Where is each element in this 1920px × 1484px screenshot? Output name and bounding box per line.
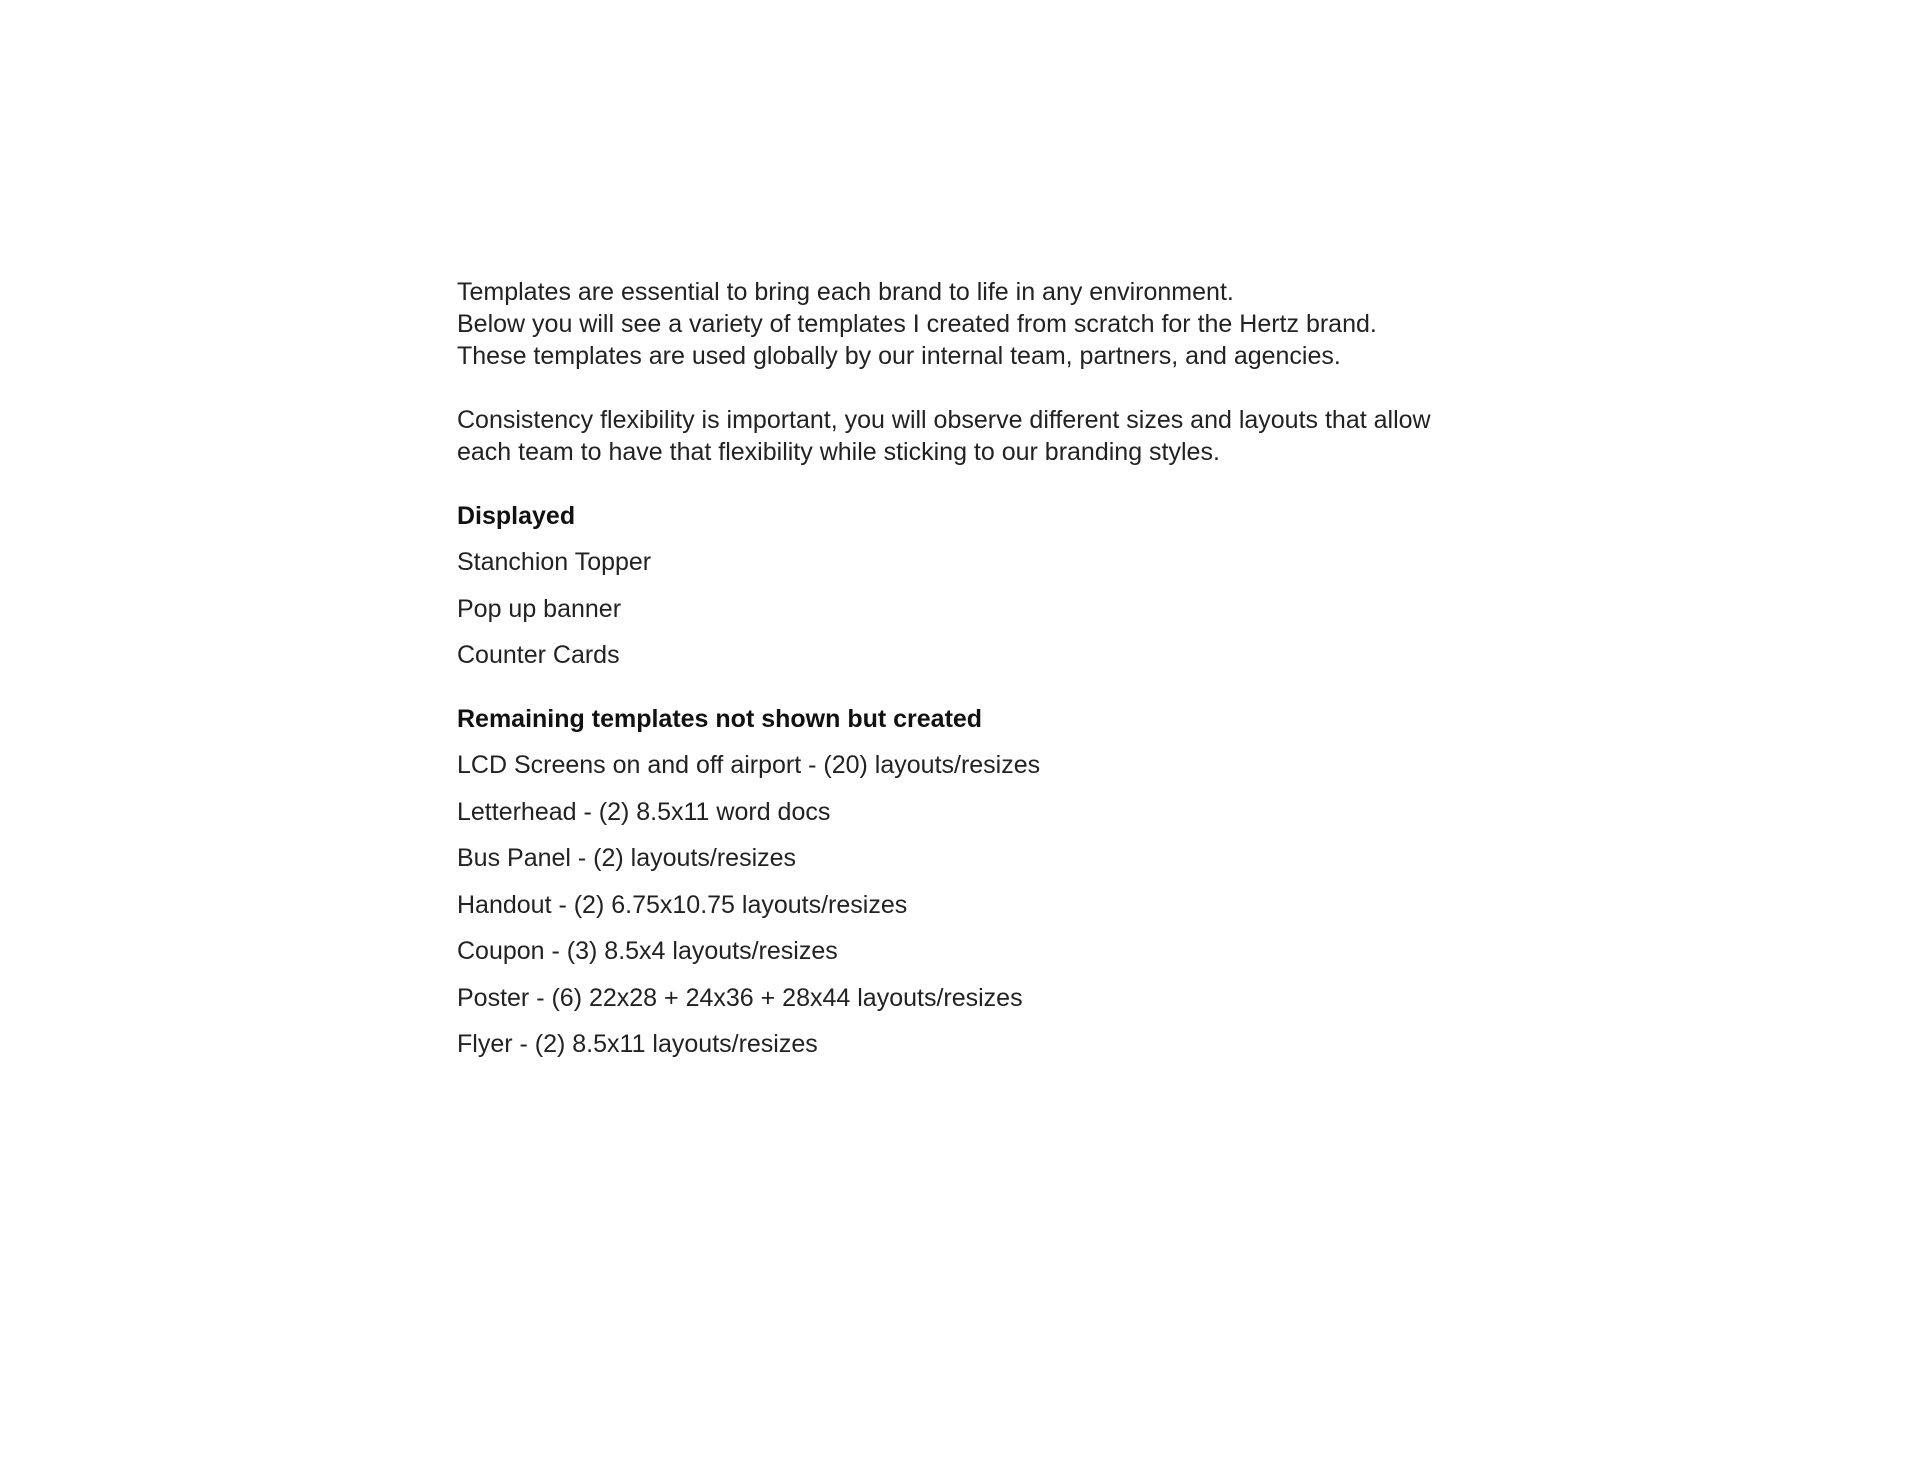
list-item: Letterhead - (2) 8.5x11 word docs — [457, 797, 831, 826]
document-body — [457, 276, 1557, 1060]
intro-line: These templates are used globally by our internal team, partners, and agencies. — [457, 342, 1341, 370]
list-item: Bus Panel - (2) layouts/resizes — [457, 844, 797, 872]
intro-line: each team to have that flexibility while sticking to our branding styles. — [457, 438, 1220, 466]
list-item: LCD Screens on and off airport - (20) layouts/resizes — [457, 751, 1041, 779]
list-item: Counter Cards — [457, 641, 620, 669]
list-item: Stanchion Topper — [457, 548, 652, 576]
remaining-section — [457, 703, 1557, 1060]
intro-line: Templates are essential to bring each brand to life in any environment. — [457, 278, 1234, 306]
displayed-list — [457, 546, 1557, 671]
list-item: Pop up banner — [457, 594, 622, 623]
intro-line: Below you will see a variety of templates I created from scratch for the Hertz brand. — [457, 310, 1377, 338]
displayed-heading: Displayed — [457, 502, 576, 530]
intro-section — [457, 276, 1557, 468]
intro-paragraph-2 — [457, 404, 1557, 468]
intro-line: Consistency flexibility is important, you will observe different sizes and layouts that allow — [457, 406, 1431, 434]
displayed-section — [457, 500, 1557, 671]
list-item: Poster - (6) 22x28 + 24x36 + 28x44 layouts/resizes — [457, 983, 1023, 1012]
list-item: Flyer - (2) 8.5x11 layouts/resizes — [457, 1030, 818, 1058]
list-item: Coupon - (3) 8.5x4 layouts/resizes — [457, 937, 838, 965]
list-item: Handout - (2) 6.75x10.75 layouts/resizes — [457, 890, 908, 919]
remaining-heading: Remaining templates not shown but created — [457, 705, 983, 733]
remaining-list — [457, 749, 1557, 1060]
intro-paragraph-1 — [457, 276, 1557, 372]
